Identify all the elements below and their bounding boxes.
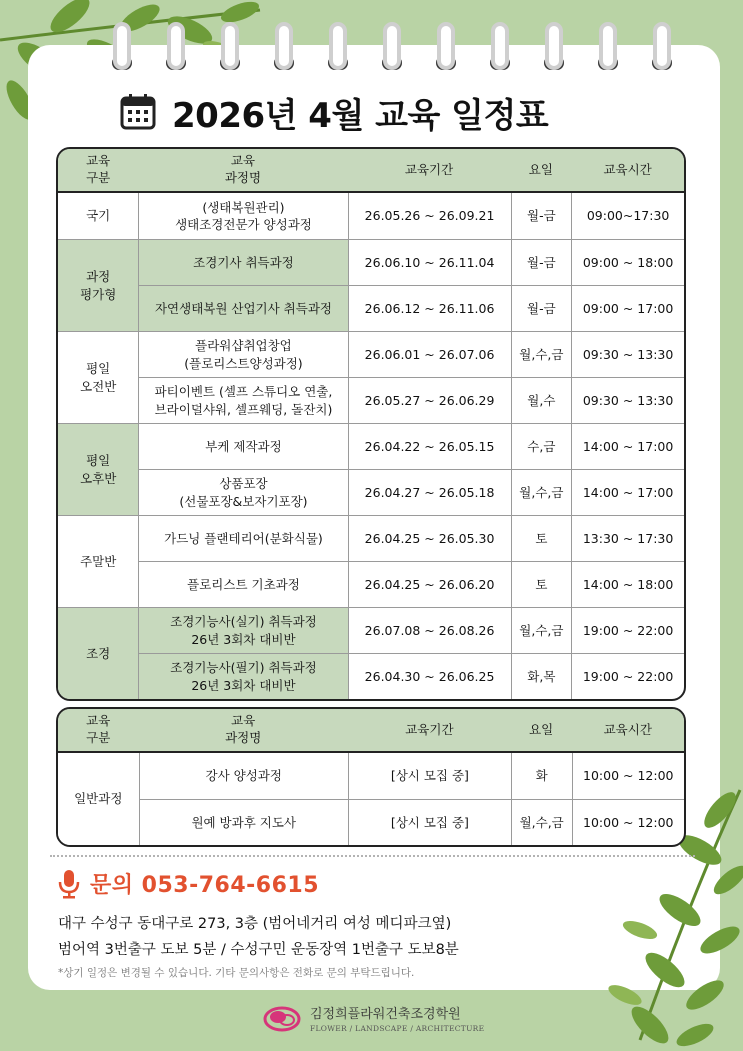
calendar-icon	[120, 94, 156, 130]
time-cell: 19:00 ~ 22:00	[571, 607, 684, 653]
contact-phone: 문의 053-764-6615	[90, 873, 320, 898]
time-cell: 10:00 ~ 12:00	[572, 799, 684, 845]
table-header-row	[58, 149, 684, 193]
academy-logo	[262, 1003, 484, 1033]
time-cell: 13:30 ~ 17:30	[571, 515, 684, 561]
time-cell: 14:00 ~ 17:00	[571, 469, 684, 515]
time-cell: 09:30 ~ 13:30	[571, 377, 684, 423]
schedule-table	[56, 147, 686, 701]
course-name-cell: 원예 방과후 지도사	[139, 799, 348, 845]
days-cell: 월-금	[511, 285, 572, 331]
binding-ring	[545, 22, 563, 70]
table-row	[58, 423, 684, 469]
period-cell: [상시 모집 중]	[348, 753, 511, 799]
table-row	[58, 753, 684, 799]
table-row	[58, 377, 684, 423]
binding-ring	[221, 22, 239, 70]
binding-ring	[383, 22, 401, 70]
period-cell: 26.04.25 ~ 26.05.30	[348, 515, 511, 561]
period-cell: 26.07.08 ~ 26.08.26	[348, 607, 511, 653]
dotted-divider	[50, 855, 695, 857]
binding-ring	[653, 22, 671, 70]
course-name-cell: (생태복원관리) 생태조경전문가 양성과정	[138, 193, 347, 239]
course-name-cell: 파티이벤트 (셀프 스튜디오 연출, 브라이덜샤워, 셀프웨딩, 돌잔치)	[138, 377, 347, 423]
header-period: 교육기간	[348, 709, 511, 753]
days-cell: 월,수,금	[511, 607, 572, 653]
page-title: 2026년 4월 교육 일정표	[172, 95, 549, 136]
table-header-row	[58, 709, 684, 753]
days-cell: 월,수	[511, 377, 572, 423]
time-cell: 19:00 ~ 22:00	[571, 653, 684, 699]
table-row	[58, 469, 684, 515]
category-cell: 평일 오후반	[58, 423, 138, 515]
period-cell: 26.05.26 ~ 26.09.21	[348, 193, 511, 239]
period-cell: 26.04.22 ~ 26.05.15	[348, 423, 511, 469]
table-row	[58, 561, 684, 607]
days-cell: 토	[511, 515, 572, 561]
days-cell: 월-금	[511, 193, 572, 239]
days-cell: 화	[511, 753, 572, 799]
table-row	[58, 239, 684, 285]
days-cell: 월,수,금	[511, 469, 572, 515]
time-cell: 14:00 ~ 18:00	[571, 561, 684, 607]
course-name-cell: 상품포장 (선물포장&보자기포장)	[138, 469, 347, 515]
title-row	[120, 90, 548, 134]
binding-ring	[491, 22, 509, 70]
header-days: 요일	[511, 709, 572, 753]
table-row	[58, 331, 684, 377]
days-cell: 월,수,금	[511, 331, 572, 377]
time-cell: 14:00 ~ 17:00	[571, 423, 684, 469]
binding-ring	[167, 22, 185, 70]
days-cell: 수,금	[511, 423, 572, 469]
microphone-icon	[58, 869, 80, 899]
course-name-cell: 조경기사 취득과정	[138, 239, 347, 285]
course-name-cell: 플로리스트 기초과정	[138, 561, 347, 607]
contact-phone-row	[58, 868, 319, 899]
logo-subtitle: FLOWER / LANDSCAPE / ARCHITECTURE	[310, 1024, 485, 1033]
logo-flower-icon	[262, 1003, 302, 1033]
days-cell: 화,목	[511, 653, 572, 699]
spiral-binding	[0, 0, 743, 80]
category-cell: 조경	[58, 607, 138, 699]
course-name-cell: 조경기능사(필기) 취득과정 26년 3회차 대비반	[138, 653, 347, 699]
period-cell: 26.06.12 ~ 26.11.06	[348, 285, 511, 331]
table-row	[58, 515, 684, 561]
course-name-cell: 플라워샵취업창업 (플로리스트양성과정)	[138, 331, 347, 377]
header-category: 교육 구분	[58, 149, 138, 193]
time-cell: 09:00~17:30	[571, 193, 684, 239]
category-cell: 국기	[58, 193, 138, 239]
period-cell: 26.06.01 ~ 26.07.06	[348, 331, 511, 377]
period-cell: [상시 모집 중]	[348, 799, 511, 845]
binding-ring	[599, 22, 617, 70]
course-name-cell: 조경기능사(실기) 취득과정 26년 3회차 대비반	[138, 607, 347, 653]
time-cell: 09:30 ~ 13:30	[571, 331, 684, 377]
table-row	[58, 193, 684, 239]
category-cell: 과정 평가형	[58, 239, 138, 331]
category-cell: 주말반	[58, 515, 138, 607]
binding-ring	[437, 22, 455, 70]
binding-ring	[113, 22, 131, 70]
course-name-cell: 부케 제작과정	[138, 423, 347, 469]
days-cell: 월,수,금	[511, 799, 572, 845]
binding-ring	[329, 22, 347, 70]
period-cell: 26.05.27 ~ 26.06.29	[348, 377, 511, 423]
time-cell: 09:00 ~ 17:00	[571, 285, 684, 331]
general-course-table	[56, 707, 686, 847]
days-cell: 토	[511, 561, 572, 607]
course-name-cell: 강사 양성과정	[139, 753, 348, 799]
period-cell: 26.04.30 ~ 26.06.25	[348, 653, 511, 699]
time-cell: 10:00 ~ 12:00	[572, 753, 684, 799]
binding-ring	[275, 22, 293, 70]
category-cell: 일반과정	[58, 753, 139, 845]
table-row	[58, 799, 684, 845]
category-cell: 평일 오전반	[58, 331, 138, 423]
header-time: 교육시간	[571, 149, 684, 193]
period-cell: 26.06.10 ~ 26.11.04	[348, 239, 511, 285]
header-category: 교육 구분	[58, 709, 139, 753]
table-row	[58, 285, 684, 331]
logo-name: 김정희플라워건축조경학원	[310, 1007, 461, 1022]
header-time: 교육시간	[572, 709, 684, 753]
course-name-cell: 가드닝 플랜테리어(분화식물)	[138, 515, 347, 561]
period-cell: 26.04.25 ~ 26.06.20	[348, 561, 511, 607]
contact-address: 대구 수성구 동대구로 273, 3층 (범어네거리 여성 메디파크옆)	[58, 916, 452, 932]
header-period: 교육기간	[348, 149, 511, 193]
days-cell: 월-금	[511, 239, 572, 285]
header-course: 교육 과정명	[139, 709, 348, 753]
header-days: 요일	[511, 149, 572, 193]
time-cell: 09:00 ~ 18:00	[571, 239, 684, 285]
period-cell: 26.04.27 ~ 26.05.18	[348, 469, 511, 515]
header-course: 교육 과정명	[138, 149, 347, 193]
table-row	[58, 607, 684, 653]
schedule-change-note: *상기 일정은 변경될 수 있습니다. 기타 문의사항은 전화로 문의 부탁드립니다.	[58, 967, 415, 979]
table-row	[58, 653, 684, 699]
contact-directions: 범어역 3번출구 도보 5분 / 수성구민 운동장역 1번출구 도보8분	[58, 942, 459, 958]
course-name-cell: 자연생태복원 산업기사 취득과정	[138, 285, 347, 331]
